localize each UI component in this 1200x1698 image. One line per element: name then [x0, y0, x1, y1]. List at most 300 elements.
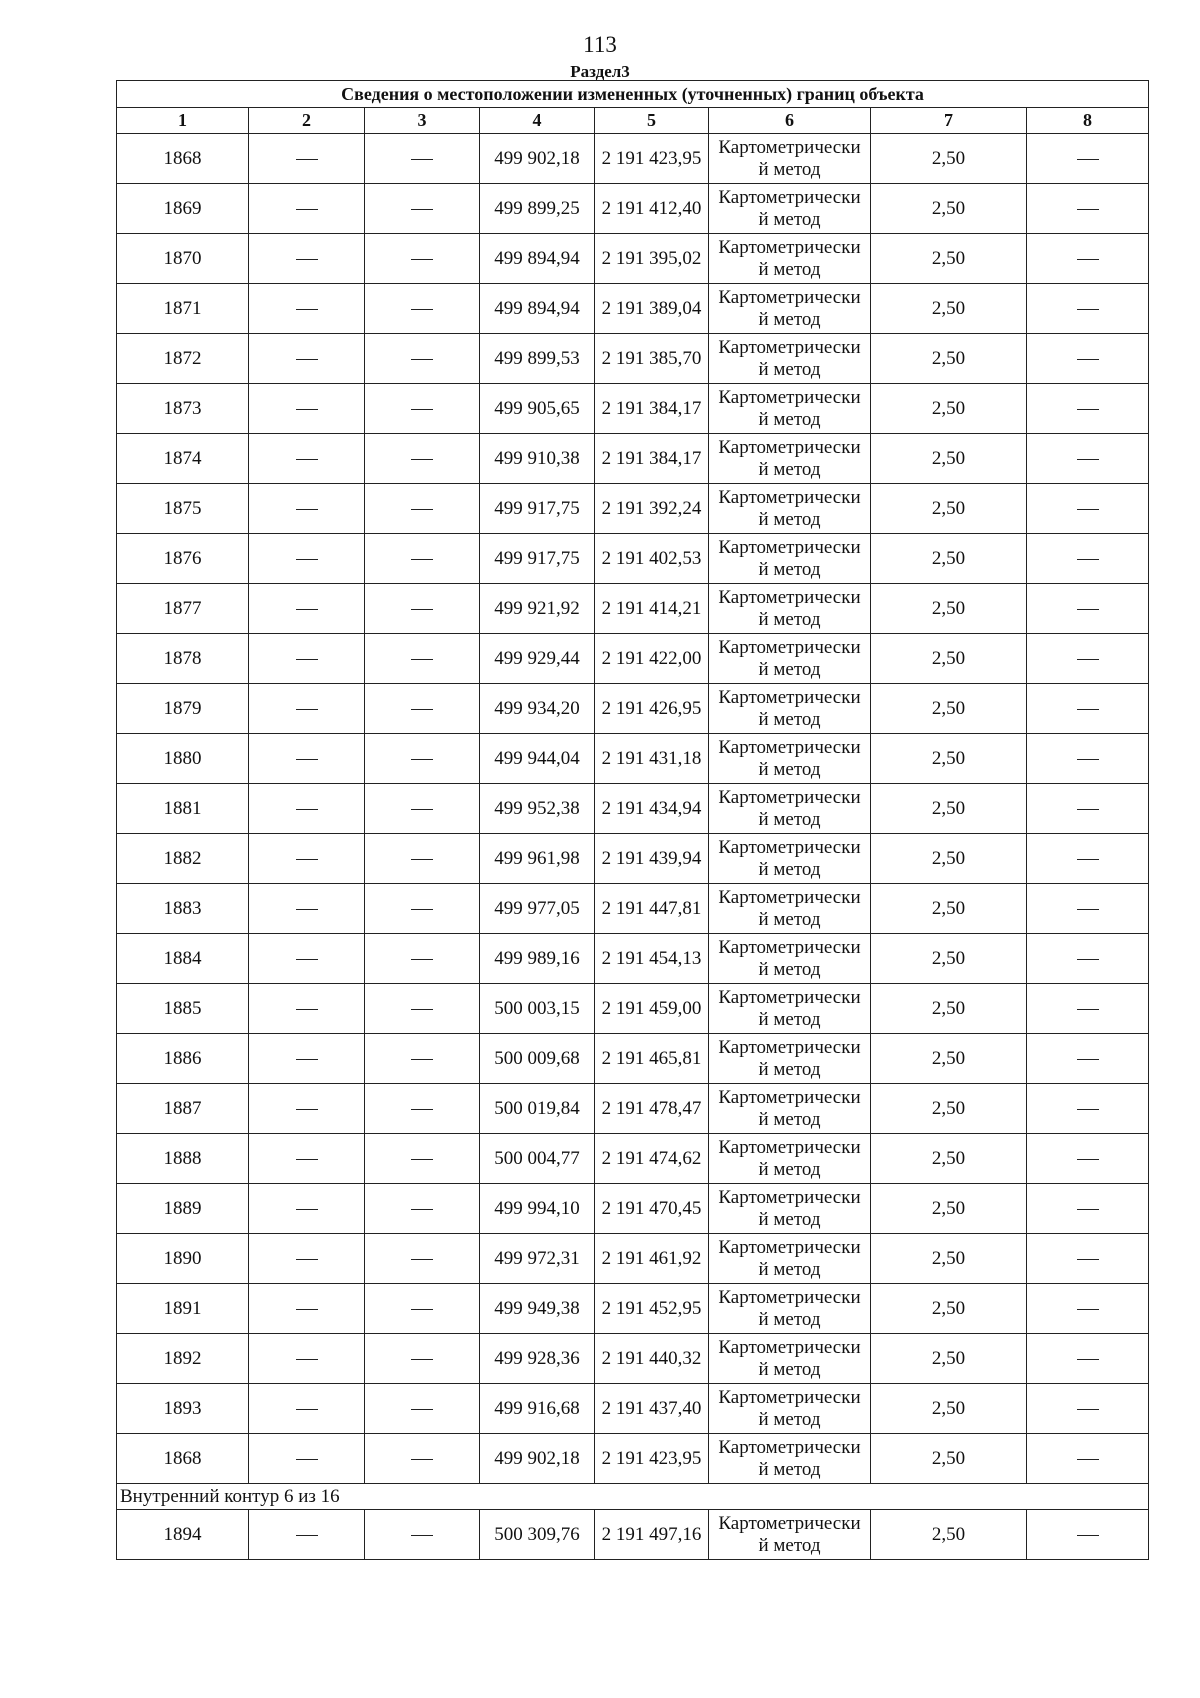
dash-mark: [296, 859, 318, 860]
empty-dash-cell: [249, 334, 365, 384]
dash-mark: [1077, 209, 1099, 210]
empty-dash-cell: [1027, 234, 1149, 284]
table-row: [117, 1284, 1149, 1334]
method-cell: [709, 1384, 871, 1434]
coord-y: 2 191 384,17: [595, 434, 709, 484]
method-text: Картометрически: [718, 1036, 861, 1058]
empty-dash-cell: [249, 284, 365, 334]
accuracy: 2,50: [871, 584, 1027, 634]
empty-dash-cell: [1027, 1234, 1149, 1284]
empty-dash-cell: [249, 384, 365, 434]
method-cell: [709, 934, 871, 984]
empty-dash-cell: [1027, 734, 1149, 784]
empty-dash-cell: [1027, 784, 1149, 834]
method-text: й метод: [758, 908, 821, 930]
contour-row: [117, 1484, 1149, 1510]
empty-dash-cell: [249, 1284, 365, 1334]
table-row: [117, 1134, 1149, 1184]
empty-dash-cell: [1027, 1510, 1149, 1560]
coord-y: 2 191 395,02: [595, 234, 709, 284]
dash-mark: [1077, 859, 1099, 860]
accuracy: 2,50: [871, 234, 1027, 284]
coord-y: 2 191 423,95: [595, 1434, 709, 1484]
method-text: й метод: [758, 1308, 821, 1330]
column-header: 3: [365, 108, 480, 134]
column-header: 5: [595, 108, 709, 134]
coord-x: 499 910,38: [480, 434, 595, 484]
table-row: [117, 1184, 1149, 1234]
dash-mark: [1077, 1409, 1099, 1410]
empty-dash-cell: [249, 584, 365, 634]
dash-mark: [1077, 1359, 1099, 1360]
method-cell: [709, 1284, 871, 1334]
table-row: [117, 884, 1149, 934]
method-text: Картометрически: [718, 1136, 861, 1158]
method-text: Картометрически: [718, 536, 861, 558]
dash-mark: [411, 1059, 433, 1060]
dash-mark: [1077, 1059, 1099, 1060]
dash-mark: [1077, 509, 1099, 510]
method-cell: [709, 634, 871, 684]
dash-mark: [411, 509, 433, 510]
dash-mark: [296, 1409, 318, 1410]
coord-x: 499 902,18: [480, 134, 595, 184]
accuracy: 2,50: [871, 1134, 1027, 1184]
dash-mark: [1077, 1309, 1099, 1310]
method-text: й метод: [758, 1058, 821, 1080]
dash-mark: [411, 909, 433, 910]
method-cell: [709, 1510, 871, 1560]
dash-mark: [411, 809, 433, 810]
dash-mark: [411, 309, 433, 310]
point-id: 1889: [117, 1184, 249, 1234]
empty-dash-cell: [365, 1384, 480, 1434]
dash-mark: [296, 409, 318, 410]
empty-dash-cell: [365, 1334, 480, 1384]
dash-mark: [1077, 1159, 1099, 1160]
method-text: й метод: [758, 758, 821, 780]
accuracy: 2,50: [871, 534, 1027, 584]
point-id: 1868: [117, 1434, 249, 1484]
method-text: й метод: [758, 1458, 821, 1480]
table-row: [117, 1234, 1149, 1284]
point-id: 1888: [117, 1134, 249, 1184]
coord-x: 500 309,76: [480, 1510, 595, 1560]
dash-mark: [411, 359, 433, 360]
method-text: й метод: [758, 808, 821, 830]
empty-dash-cell: [1027, 334, 1149, 384]
point-id: 1892: [117, 1334, 249, 1384]
dash-mark: [411, 1535, 433, 1536]
accuracy: 2,50: [871, 134, 1027, 184]
empty-dash-cell: [249, 434, 365, 484]
method-text: й метод: [758, 1258, 821, 1280]
coord-x: 499 934,20: [480, 684, 595, 734]
coord-x: 499 994,10: [480, 1184, 595, 1234]
empty-dash-cell: [249, 234, 365, 284]
empty-dash-cell: [1027, 1284, 1149, 1334]
method-text: Картометрически: [718, 1186, 861, 1208]
empty-dash-cell: [365, 984, 480, 1034]
empty-dash-cell: [249, 934, 365, 984]
empty-dash-cell: [249, 534, 365, 584]
method-text: й метод: [758, 1208, 821, 1230]
method-cell: [709, 384, 871, 434]
dash-mark: [296, 959, 318, 960]
dash-mark: [296, 1309, 318, 1310]
dash-mark: [296, 209, 318, 210]
table-row: [117, 1434, 1149, 1484]
coord-y: 2 191 385,70: [595, 334, 709, 384]
dash-mark: [296, 559, 318, 560]
method-text: Картометрически: [718, 586, 861, 608]
method-text: Картометрически: [718, 1286, 861, 1308]
section-title: Раздел3: [570, 62, 630, 81]
dash-mark: [411, 1409, 433, 1410]
table-row: [117, 834, 1149, 884]
coord-y: 2 191 431,18: [595, 734, 709, 784]
table-row: [117, 784, 1149, 834]
dash-mark: [1077, 1209, 1099, 1210]
dash-mark: [411, 1459, 433, 1460]
accuracy: 2,50: [871, 984, 1027, 1034]
table-row: [117, 1384, 1149, 1434]
empty-dash-cell: [365, 134, 480, 184]
empty-dash-cell: [249, 634, 365, 684]
coord-y: 2 191 447,81: [595, 884, 709, 934]
empty-dash-cell: [1027, 1184, 1149, 1234]
empty-dash-cell: [1027, 484, 1149, 534]
dash-mark: [411, 759, 433, 760]
empty-dash-cell: [249, 1034, 365, 1084]
coord-x: 499 899,25: [480, 184, 595, 234]
empty-dash-cell: [1027, 584, 1149, 634]
table-row: [117, 1084, 1149, 1134]
method-text: Картометрически: [718, 986, 861, 1008]
method-text: й метод: [758, 708, 821, 730]
method-text: й метод: [758, 558, 821, 580]
point-id: 1870: [117, 234, 249, 284]
method-text: й метод: [758, 1158, 821, 1180]
accuracy: 2,50: [871, 1084, 1027, 1134]
method-text: Картометрически: [718, 1336, 861, 1358]
point-id: 1873: [117, 384, 249, 434]
table-row: [117, 284, 1149, 334]
method-text: й метод: [758, 408, 821, 430]
empty-dash-cell: [249, 1384, 365, 1434]
method-cell: [709, 184, 871, 234]
empty-dash-cell: [249, 784, 365, 834]
accuracy: 2,50: [871, 434, 1027, 484]
table-row: [117, 534, 1149, 584]
dash-mark: [411, 659, 433, 660]
accuracy: 2,50: [871, 1334, 1027, 1384]
coord-y: 2 191 461,92: [595, 1234, 709, 1284]
method-text: й метод: [758, 858, 821, 880]
dash-mark: [1077, 709, 1099, 710]
empty-dash-cell: [1027, 1434, 1149, 1484]
coord-x: 499 952,38: [480, 784, 595, 834]
method-cell: [709, 584, 871, 634]
dash-mark: [296, 1009, 318, 1010]
dash-mark: [296, 459, 318, 460]
method-text: й метод: [758, 1358, 821, 1380]
method-text: Картометрически: [718, 736, 861, 758]
table-row: [117, 434, 1149, 484]
coord-y: 2 191 434,94: [595, 784, 709, 834]
table-row: [117, 1334, 1149, 1384]
coord-x: 499 977,05: [480, 884, 595, 934]
empty-dash-cell: [365, 1284, 480, 1334]
table-row: [117, 984, 1149, 1034]
dash-mark: [1077, 409, 1099, 410]
empty-dash-cell: [1027, 634, 1149, 684]
point-id: 1887: [117, 1084, 249, 1134]
method-text: й метод: [758, 1408, 821, 1430]
point-id: 1872: [117, 334, 249, 384]
method-cell: [709, 1434, 871, 1484]
empty-dash-cell: [1027, 934, 1149, 984]
empty-dash-cell: [249, 1434, 365, 1484]
empty-dash-cell: [365, 834, 480, 884]
table-row: [117, 684, 1149, 734]
coord-x: 500 009,68: [480, 1034, 595, 1084]
empty-dash-cell: [365, 184, 480, 234]
point-id: 1871: [117, 284, 249, 334]
point-id: 1890: [117, 1234, 249, 1284]
coord-y: 2 191 465,81: [595, 1034, 709, 1084]
dash-mark: [1077, 809, 1099, 810]
empty-dash-cell: [249, 484, 365, 534]
dash-mark: [296, 759, 318, 760]
method-text: Картометрически: [718, 386, 861, 408]
point-id: 1878: [117, 634, 249, 684]
method-cell: [709, 1234, 871, 1284]
table-caption: Сведения о местоположении измененных (уточненных) границ объекта: [117, 81, 1149, 108]
point-id: 1894: [117, 1510, 249, 1560]
dash-mark: [1077, 559, 1099, 560]
dash-mark: [1077, 959, 1099, 960]
accuracy: 2,50: [871, 334, 1027, 384]
point-id: 1893: [117, 1384, 249, 1434]
empty-dash-cell: [1027, 534, 1149, 584]
dash-mark: [411, 1159, 433, 1160]
method-cell: [709, 1084, 871, 1134]
dash-mark: [296, 609, 318, 610]
empty-dash-cell: [1027, 1084, 1149, 1134]
point-id: 1877: [117, 584, 249, 634]
method-text: Картометрически: [718, 1086, 861, 1108]
coord-y: 2 191 389,04: [595, 284, 709, 334]
empty-dash-cell: [1027, 384, 1149, 434]
accuracy: 2,50: [871, 384, 1027, 434]
method-cell: [709, 1034, 871, 1084]
coord-x: 499 917,75: [480, 534, 595, 584]
coord-x: 499 894,94: [480, 234, 595, 284]
method-cell: [709, 534, 871, 584]
method-text: й метод: [758, 608, 821, 630]
coord-y: 2 191 454,13: [595, 934, 709, 984]
point-id: 1886: [117, 1034, 249, 1084]
point-id: 1891: [117, 1284, 249, 1334]
method-text: й метод: [758, 458, 821, 480]
point-id: 1874: [117, 434, 249, 484]
coord-y: 2 191 437,40: [595, 1384, 709, 1434]
coord-y: 2 191 414,21: [595, 584, 709, 634]
dash-mark: [411, 159, 433, 160]
dash-mark: [1077, 1535, 1099, 1536]
coord-x: 499 905,65: [480, 384, 595, 434]
empty-dash-cell: [249, 734, 365, 784]
method-text: Картометрически: [718, 236, 861, 258]
accuracy: 2,50: [871, 634, 1027, 684]
table-row: [117, 734, 1149, 784]
dash-mark: [296, 1109, 318, 1110]
empty-dash-cell: [1027, 834, 1149, 884]
method-text: Картометрически: [718, 336, 861, 358]
column-number-row: [117, 108, 1149, 134]
accuracy: 2,50: [871, 1034, 1027, 1084]
dash-mark: [296, 309, 318, 310]
accuracy: 2,50: [871, 934, 1027, 984]
empty-dash-cell: [365, 784, 480, 834]
dash-mark: [296, 1459, 318, 1460]
coord-x: 499 928,36: [480, 1334, 595, 1384]
empty-dash-cell: [365, 1510, 480, 1560]
method-text: й метод: [758, 208, 821, 230]
coord-x: 499 972,31: [480, 1234, 595, 1284]
empty-dash-cell: [1027, 1384, 1149, 1434]
method-text: Картометрически: [718, 286, 861, 308]
empty-dash-cell: [249, 1234, 365, 1284]
empty-dash-cell: [365, 234, 480, 284]
empty-dash-cell: [365, 534, 480, 584]
dash-mark: [296, 1259, 318, 1260]
dash-mark: [1077, 609, 1099, 610]
coord-y: 2 191 439,94: [595, 834, 709, 884]
coord-y: 2 191 402,53: [595, 534, 709, 584]
empty-dash-cell: [365, 1184, 480, 1234]
dash-mark: [296, 659, 318, 660]
empty-dash-cell: [365, 734, 480, 784]
accuracy: 2,50: [871, 884, 1027, 934]
method-text: Картометрически: [718, 636, 861, 658]
method-text: Картометрически: [718, 1436, 861, 1458]
method-cell: [709, 984, 871, 1034]
method-cell: [709, 684, 871, 734]
accuracy: 2,50: [871, 1234, 1027, 1284]
coord-x: 500 004,77: [480, 1134, 595, 1184]
coord-y: 2 191 422,00: [595, 634, 709, 684]
point-id: 1875: [117, 484, 249, 534]
empty-dash-cell: [1027, 434, 1149, 484]
point-id: 1876: [117, 534, 249, 584]
dash-mark: [296, 259, 318, 260]
point-id: 1882: [117, 834, 249, 884]
dash-mark: [296, 1059, 318, 1060]
empty-dash-cell: [249, 1184, 365, 1234]
dash-mark: [1077, 659, 1099, 660]
table-row: [117, 334, 1149, 384]
empty-dash-cell: [249, 134, 365, 184]
empty-dash-cell: [1027, 1134, 1149, 1184]
dash-mark: [1077, 459, 1099, 460]
empty-dash-cell: [1027, 1034, 1149, 1084]
boundary-table: [116, 80, 1149, 1560]
table-row: [117, 1034, 1149, 1084]
dash-mark: [1077, 1459, 1099, 1460]
coord-y: 2 191 478,47: [595, 1084, 709, 1134]
dash-mark: [296, 1535, 318, 1536]
method-cell: [709, 734, 871, 784]
dash-mark: [411, 1359, 433, 1360]
column-header: 6: [709, 108, 871, 134]
dash-mark: [411, 859, 433, 860]
method-cell: [709, 284, 871, 334]
column-header: 4: [480, 108, 595, 134]
coord-y: 2 191 459,00: [595, 984, 709, 1034]
empty-dash-cell: [365, 434, 480, 484]
empty-dash-cell: [365, 1134, 480, 1184]
accuracy: 2,50: [871, 734, 1027, 784]
dash-mark: [411, 609, 433, 610]
method-text: Картометрически: [718, 686, 861, 708]
method-text: й метод: [758, 1008, 821, 1030]
empty-dash-cell: [1027, 984, 1149, 1034]
coord-y: 2 191 412,40: [595, 184, 709, 234]
table-row: [117, 134, 1149, 184]
point-id: 1880: [117, 734, 249, 784]
dash-mark: [296, 709, 318, 710]
empty-dash-cell: [1027, 184, 1149, 234]
dash-mark: [1077, 1009, 1099, 1010]
accuracy: 2,50: [871, 834, 1027, 884]
coord-y: 2 191 392,24: [595, 484, 709, 534]
method-text: Картометрически: [718, 186, 861, 208]
method-text: Картометрически: [718, 886, 861, 908]
point-id: 1879: [117, 684, 249, 734]
point-id: 1868: [117, 134, 249, 184]
empty-dash-cell: [365, 1084, 480, 1134]
dash-mark: [296, 1359, 318, 1360]
coord-x: 499 921,92: [480, 584, 595, 634]
coord-x: 499 899,53: [480, 334, 595, 384]
accuracy: 2,50: [871, 184, 1027, 234]
dash-mark: [296, 909, 318, 910]
table-row: [117, 584, 1149, 634]
column-header: 8: [1027, 108, 1149, 134]
empty-dash-cell: [249, 684, 365, 734]
point-id: 1885: [117, 984, 249, 1034]
coord-x: 499 989,16: [480, 934, 595, 984]
accuracy: 2,50: [871, 1510, 1027, 1560]
dash-mark: [411, 959, 433, 960]
accuracy: 2,50: [871, 1384, 1027, 1434]
coord-x: 499 944,04: [480, 734, 595, 784]
dash-mark: [411, 459, 433, 460]
empty-dash-cell: [1027, 884, 1149, 934]
empty-dash-cell: [249, 1134, 365, 1184]
coord-x: 499 949,38: [480, 1284, 595, 1334]
dash-mark: [411, 1259, 433, 1260]
method-text: й метод: [758, 258, 821, 280]
method-text: й метод: [758, 1108, 821, 1130]
coord-x: 499 894,94: [480, 284, 595, 334]
method-text: Картометрически: [718, 1236, 861, 1258]
coord-y: 2 191 470,45: [595, 1184, 709, 1234]
dash-mark: [1077, 159, 1099, 160]
column-header: 1: [117, 108, 249, 134]
